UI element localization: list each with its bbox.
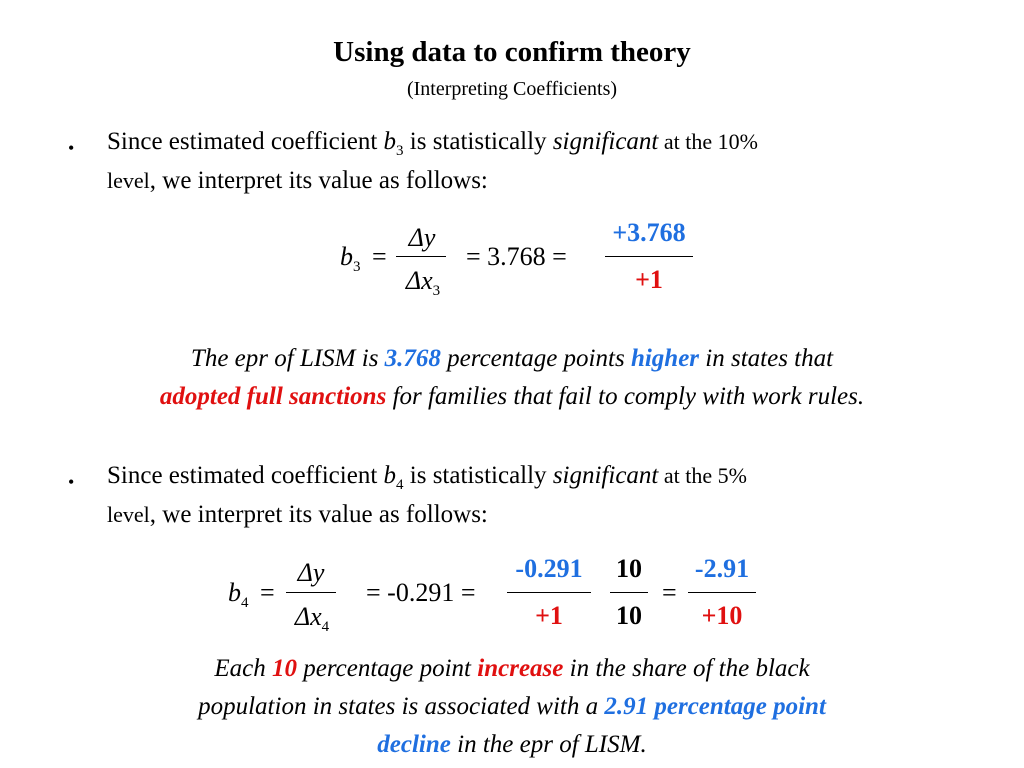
s1-coef-sub: 3 [396,143,404,159]
s1-significant: significant [552,128,659,155]
s2-coef-sub: 4 [396,477,404,493]
eq2-red-den2: +10 [701,601,743,630]
eq1-red-den: +1 [635,265,663,294]
eq1-equals: = [372,242,387,271]
eq1-b: b [340,242,353,271]
i1-higher: higher [630,345,700,372]
i1-t1: The epr of LISM is [190,345,385,372]
section2-text [107,458,967,533]
page-subtitle: (Interpreting Coefficients) [406,78,618,100]
s1-rest: , we interpret its value as follows: [149,167,488,194]
eq2-mult-den: 10 [616,601,642,630]
eq2-dy: Δy [297,558,325,587]
eq2-mult-num: 10 [616,554,642,583]
i1-value: 3.768 [384,345,441,372]
eq2-mult-line [610,592,648,593]
s1-level-pct: at the 10% [658,129,758,154]
i2-increase: increase [477,655,564,682]
eq2-red-den: +1 [535,601,563,630]
eq1-b-sub: 3 [353,259,361,275]
i2-decline: decline [377,731,451,758]
i1-t3: in states that [699,345,834,372]
page-title: Using data to confirm theory [333,36,691,68]
eq2-dx: Δx [294,602,322,631]
s2-prefix: Since estimated coefficient [107,462,384,489]
eq1-den [398,266,448,299]
eq1-blue-num: +3.768 [612,218,686,247]
eq2-equals: = [260,578,275,607]
eq1-num [398,223,446,253]
eq1-result-line [605,256,693,257]
eq1-fraction-line [396,256,446,257]
eq1-dy: Δy [408,223,436,252]
eq1-lhs [340,242,361,275]
i2-t3: in the share of the black [563,655,810,682]
s2-coef: b [383,462,397,489]
i2-t4: population in states is associated with a [198,693,605,720]
eq1-value: = 3.768 = [466,242,567,271]
eq2-result-line2 [688,592,756,593]
eq2-num [286,558,336,588]
s2-level-word: level [107,502,150,527]
i2-t5: in the epr of LISM. [450,731,647,758]
interp1 [40,340,984,416]
eq1-dx: Δx [405,266,433,295]
eq2-den [286,602,338,635]
interp2 [60,650,964,764]
s1-level-word: level [107,168,150,193]
s1-prefix: Since estimated coefficient [107,128,384,155]
i2-t2: percentage point [296,655,478,682]
s2-mid: is statistically [403,462,553,489]
eq2-result-line [507,592,591,593]
i1-t4: for families that fail to comply with work rules. [386,383,865,410]
eq2-blue-num2: -2.91 [694,554,750,583]
bullet-1: • [68,138,75,158]
eq2-b-sub: 4 [241,595,249,611]
i2-pp: 2.91 percentage point [604,693,826,720]
eq2-blue-num: -0.291 [515,554,583,583]
section1-text [107,124,967,199]
eq2-lhs [228,578,249,611]
eq2-value: = -0.291 = [366,578,476,607]
eq2-equals3: = [662,578,677,607]
s2-significant: significant [552,462,659,489]
i2-ten: 10 [271,655,297,682]
s2-rest: , we interpret its value as follows: [149,501,488,528]
eq1-dx-sub: 3 [432,283,441,299]
eq2-dx-sub: 4 [321,619,330,635]
i1-sanctions: adopted full sanctions [159,383,387,410]
i1-t2: percentage points [440,345,631,372]
eq2-fraction-line [286,592,336,593]
i2-t1: Each [214,655,272,682]
eq2-b: b [228,578,241,607]
bullet-2: • [68,472,75,492]
s1-coef: b [383,128,397,155]
s1-mid: is statistically [403,128,553,155]
s2-level-pct: at the 5% [658,463,747,488]
